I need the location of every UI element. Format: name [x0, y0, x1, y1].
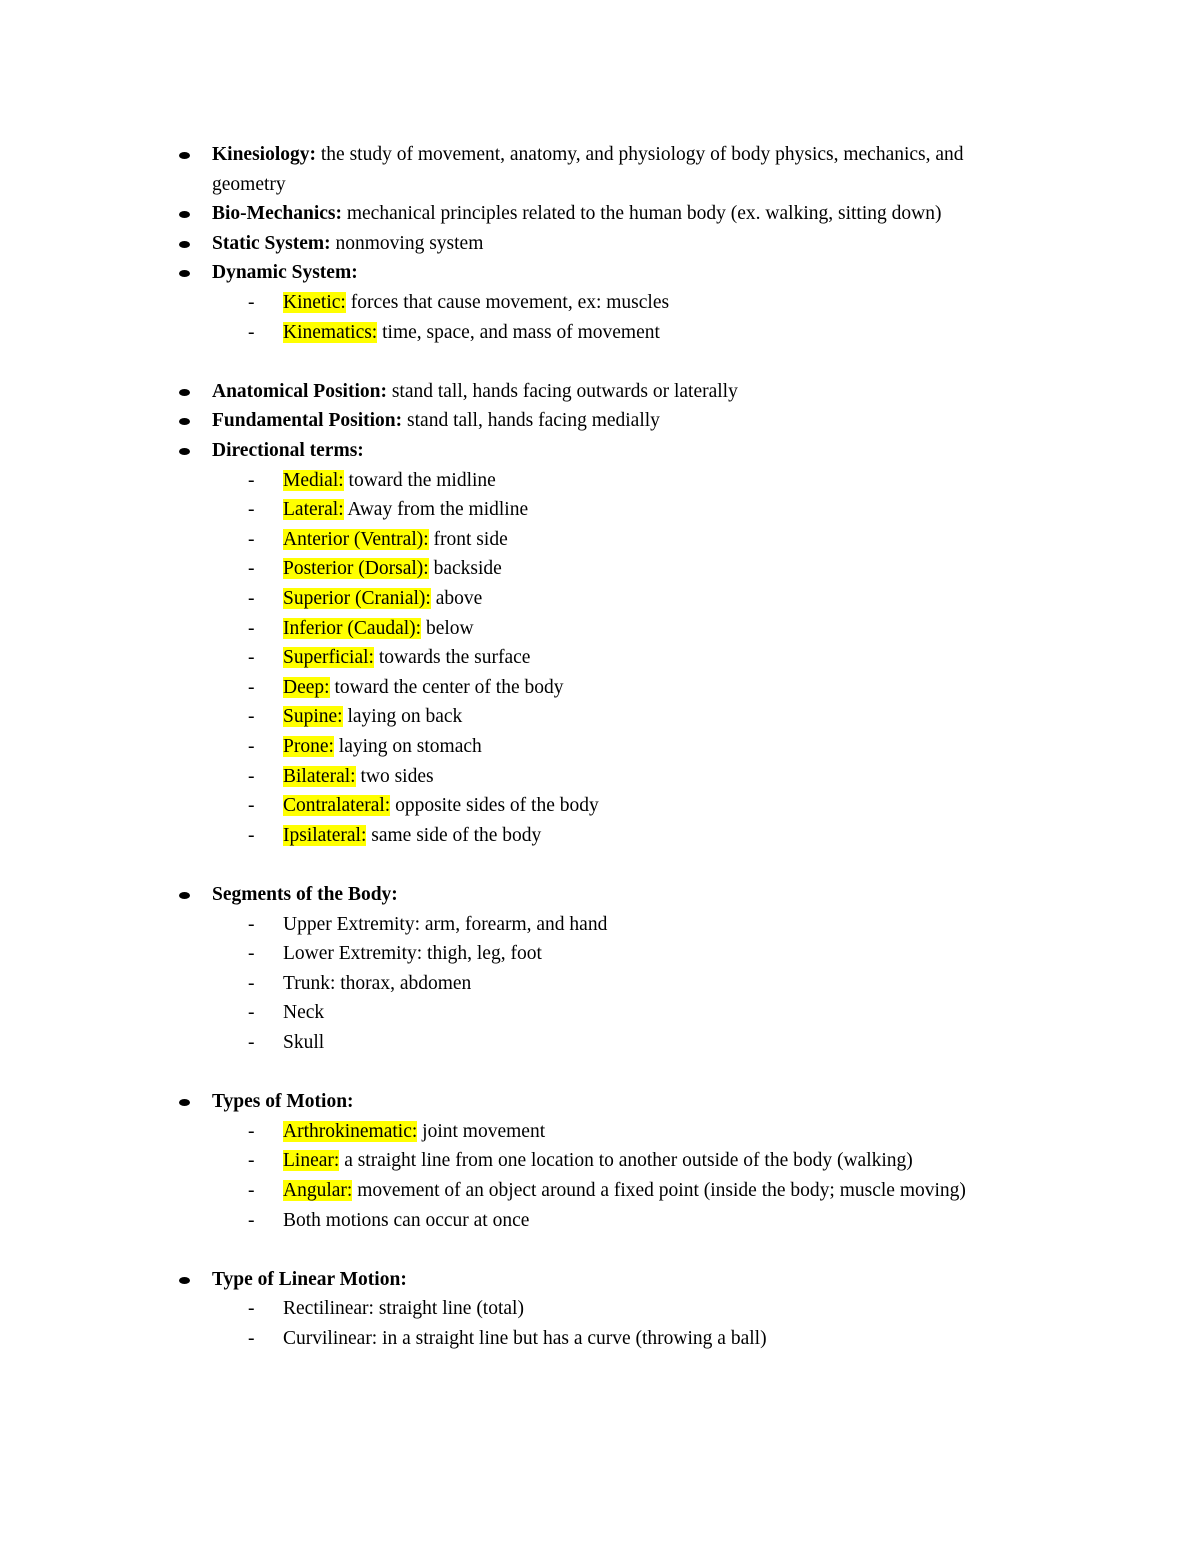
sub-list-item — [283, 823, 541, 849]
highlighted-term: Anterior (Ventral): — [283, 528, 429, 550]
sub-list-item — [283, 1178, 966, 1204]
sub-item-text: Both motions can occur at once — [283, 1209, 530, 1231]
sub-list-item — [283, 941, 542, 967]
sub-item-text: movement of an object around a fixed point (inside the body; muscle moving) — [352, 1180, 966, 1201]
list-item — [212, 882, 398, 908]
sub-list-item — [283, 527, 508, 553]
list-item — [212, 201, 941, 227]
highlighted-term: Prone: — [283, 736, 334, 757]
dash-marker: - — [248, 647, 255, 669]
highlighted-term: Supine: — [283, 706, 343, 728]
bullet-icon — [179, 1099, 190, 1106]
sub-item-text: Trunk: thorax, abdomen — [283, 972, 472, 994]
list-item — [212, 231, 483, 257]
term-label: Static System: — [212, 232, 331, 254]
dash-marker: - — [248, 292, 255, 313]
dash-marker: - — [248, 499, 255, 521]
list-item — [212, 142, 964, 168]
term-label: Segments of the Body: — [212, 884, 398, 905]
bullet-icon — [179, 270, 190, 277]
sub-list-item — [283, 1296, 524, 1322]
sub-list-item — [283, 764, 434, 790]
sub-list-item — [283, 616, 474, 642]
dash-marker: - — [248, 469, 255, 491]
list-item — [212, 1089, 354, 1115]
dash-marker: - — [248, 1209, 255, 1231]
bullet-icon — [179, 389, 190, 396]
term-label: Bio-Mechanics: — [212, 203, 342, 225]
sub-list-item — [283, 586, 482, 612]
sub-item-text: Neck — [283, 1002, 325, 1024]
dash-marker: - — [248, 321, 255, 343]
dash-marker: - — [248, 824, 255, 846]
dash-marker: - — [248, 1328, 255, 1349]
sub-item-text: Skull — [283, 1032, 325, 1053]
sub-item-text: two sides — [355, 765, 434, 787]
bullet-icon — [179, 892, 190, 899]
list-item — [212, 408, 660, 434]
dash-marker: - — [248, 676, 255, 698]
list-item — [212, 379, 738, 405]
term-label: Anatomical Position: — [212, 380, 387, 402]
dash-marker: - — [248, 1120, 255, 1142]
term-definition: the study of movement, anatomy, and physiology of body physics, mechanics, and — [316, 144, 964, 165]
sub-list-item — [283, 468, 496, 494]
sub-list-item — [283, 497, 528, 523]
highlighted-term: Medial: — [283, 469, 344, 491]
dash-marker: - — [248, 1180, 255, 1201]
sub-item-text: toward the center of the body — [329, 676, 564, 698]
bullet-icon — [179, 1277, 190, 1284]
bullet-icon — [179, 152, 190, 159]
term-definition-continued: geometry — [212, 173, 286, 195]
sub-list-item — [283, 675, 563, 701]
sub-list-item — [283, 793, 599, 819]
highlighted-term: Ipsilateral: — [283, 824, 367, 846]
sub-item-text: below — [421, 617, 474, 639]
highlighted-term: Angular: — [283, 1180, 353, 1201]
dash-marker: - — [248, 1298, 255, 1320]
sub-list-item — [283, 971, 471, 997]
highlighted-term: Inferior (Caudal): — [283, 617, 422, 639]
dash-marker: - — [248, 1002, 255, 1024]
term-label: Fundamental Position: — [212, 410, 403, 432]
dash-marker: - — [248, 1032, 255, 1053]
highlighted-term: Arthrokinematic: — [283, 1120, 418, 1142]
sub-item-text: Curvilinear: in a straight line but has a curve (throwing a ball) — [283, 1328, 767, 1349]
sub-list-item — [283, 556, 502, 582]
sub-list-item — [283, 645, 530, 671]
term-label: Directional terms: — [212, 440, 364, 461]
highlighted-term: Bilateral: — [283, 765, 356, 787]
sub-list-item — [283, 1208, 529, 1234]
sub-item-text: Lower Extremity: thigh, leg, foot — [283, 943, 542, 965]
sub-item-text: laying on stomach — [333, 736, 482, 757]
sub-list-item — [283, 734, 482, 760]
sub-item-text: laying on back — [342, 706, 463, 728]
dash-marker: - — [248, 943, 255, 965]
bullet-icon — [179, 448, 190, 455]
sub-item-text: time, space, and mass of movement — [377, 321, 660, 343]
list-item-continuation — [212, 172, 286, 198]
term-label: Types of Motion: — [212, 1091, 354, 1113]
term-definition: stand tall, hands facing outwards or laterally — [386, 380, 738, 402]
sub-item-text: towards the surface — [373, 647, 531, 669]
sub-list-item — [283, 1148, 913, 1174]
sub-item-text: toward the midline — [343, 469, 496, 491]
sub-item-text: backside — [428, 558, 502, 580]
dash-marker: - — [248, 1150, 255, 1172]
sub-list-item — [283, 290, 669, 316]
sub-list-item — [283, 320, 660, 346]
dash-marker: - — [248, 913, 255, 935]
dash-marker: - — [248, 736, 255, 757]
highlighted-term: Posterior (Dorsal): — [283, 558, 429, 580]
sub-item-text: above — [430, 588, 483, 609]
highlighted-term: Contralateral: — [283, 795, 391, 817]
sub-item-text: opposite sides of the body — [390, 795, 599, 817]
sub-item-text: Upper Extremity: arm, forearm, and hand — [283, 913, 608, 935]
dash-marker: - — [248, 765, 255, 787]
bullet-icon — [179, 211, 190, 218]
bullet-icon — [179, 418, 190, 425]
highlighted-term: Deep: — [283, 676, 330, 698]
sub-list-item — [283, 704, 462, 730]
highlighted-term: Superficial: — [283, 647, 374, 669]
sub-item-text: Rectilinear: straight line (total) — [283, 1298, 524, 1320]
bullet-icon — [179, 241, 190, 248]
list-item — [212, 438, 364, 464]
highlighted-term: Lateral: — [283, 499, 344, 521]
term-label: Dynamic System: — [212, 262, 358, 284]
sub-item-text: front side — [428, 528, 508, 550]
dash-marker: - — [248, 972, 255, 994]
list-item — [212, 260, 358, 286]
sub-list-item — [283, 1030, 324, 1056]
highlighted-term: Linear: — [283, 1150, 340, 1172]
dash-marker: - — [248, 795, 255, 817]
term-label: Type of Linear Motion: — [212, 1268, 407, 1290]
sub-list-item — [283, 1119, 545, 1145]
term-definition: mechanical principles related to the human body (ex. walking, sitting down) — [341, 203, 942, 225]
sub-list-item — [283, 912, 607, 938]
sub-item-text: Away from the midline — [343, 499, 529, 521]
highlighted-term: Kinetic: — [283, 292, 346, 313]
dash-marker: - — [248, 706, 255, 728]
sub-list-item — [283, 1326, 767, 1352]
sub-item-text: forces that cause movement, ex: muscles — [345, 292, 670, 313]
sub-item-text: same side of the body — [366, 824, 542, 846]
dash-marker: - — [248, 588, 255, 609]
highlighted-term: Kinematics: — [283, 321, 378, 343]
term-definition: stand tall, hands facing medially — [402, 410, 660, 432]
list-item — [212, 1267, 407, 1293]
dash-marker: - — [248, 558, 255, 580]
term-definition: nonmoving system — [330, 232, 484, 254]
highlighted-term: Superior (Cranial): — [283, 588, 431, 609]
dash-marker: - — [248, 528, 255, 550]
dash-marker: - — [248, 617, 255, 639]
sub-item-text: joint movement — [417, 1120, 546, 1142]
sub-list-item — [283, 1000, 324, 1026]
sub-item-text: a straight line from one location to another outside of the body (walking) — [339, 1150, 913, 1172]
term-label: Kinesiology: — [212, 144, 317, 165]
